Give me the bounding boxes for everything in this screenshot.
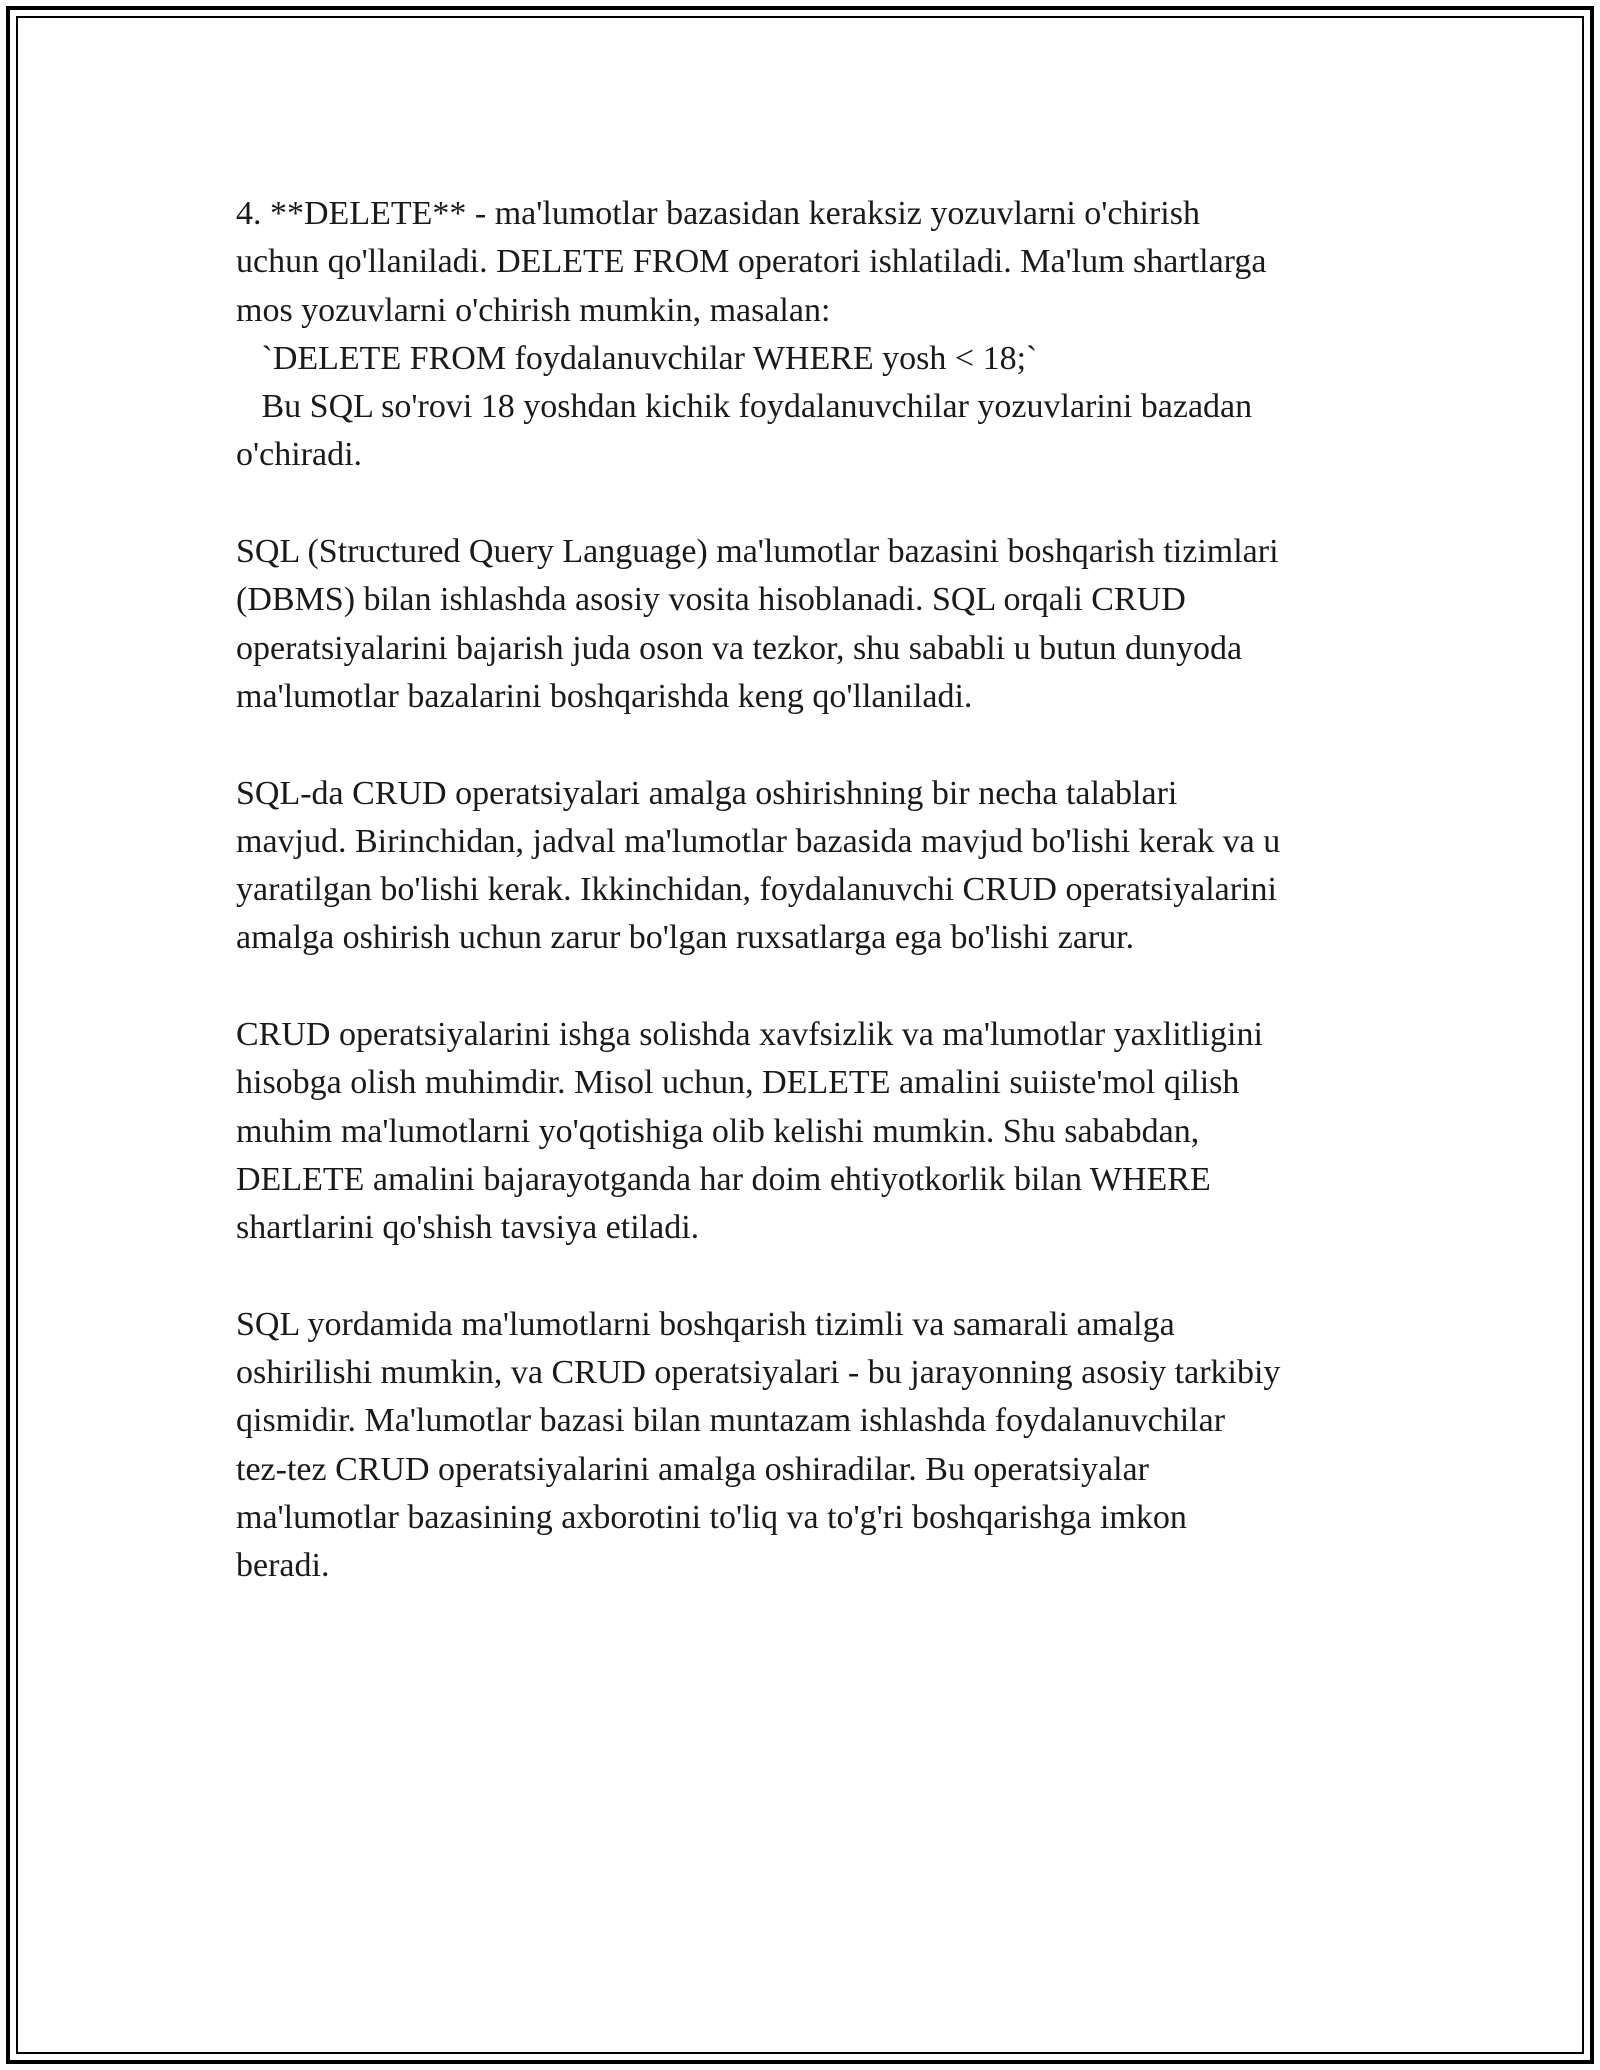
text-line: uchun qo'llaniladi. DELETE FROM operatori ishlatiladi. Ma'lum shartlarga: [236, 243, 1267, 281]
text-line: SQL-da CRUD operatsiyalari amalga oshirishning bir necha talablari: [236, 774, 1178, 812]
text-line: 4. **DELETE** - ma'lumotlar bazasidan keraksiz yozuvlarni o'chirish: [236, 195, 1200, 232]
text-line: tez-tez CRUD operatsiyalarini amalga oshiradilar. Bu operatsiyalar: [236, 1450, 1149, 1488]
text-line: (DBMS) bilan ishlashda asosiy vosita hisoblanadi. SQL orqali CRUD: [236, 581, 1186, 619]
text-line: SQL yordamida ma'lumotlarni boshqarish tizimli va samarali amalga: [236, 1305, 1175, 1343]
paragraph-crud-security: [236, 1011, 1396, 1252]
text-line: mavjud. Birinchidan, jadval ma'lumotlar bazasida mavjud bo'lishi kerak va u: [236, 822, 1281, 860]
text-line: oshirilishi mumkin, va CRUD operatsiyalari - bu jarayonning asosiy tarkibiy: [236, 1354, 1281, 1392]
code-example-line: `DELETE FROM foydalanuvchilar WHERE yosh < 18;`: [236, 339, 1038, 377]
text-line: SQL (Structured Query Language) ma'lumotlar bazasini boshqarish tizimlari: [236, 533, 1279, 571]
paragraph-sql-overview: [236, 528, 1396, 721]
text-line: muhim ma'lumotlarni yo'qotishiga olib kelishi mumkin. Shu sababdan,: [236, 1112, 1200, 1150]
text-line: hisobga olish muhimdir. Misol uchun, DELETE amalini suiiste'mol qilish: [236, 1064, 1240, 1102]
paragraph-sql-conclusion: [236, 1301, 1396, 1591]
text-line: ma'lumotlar bazalarini boshqarishda keng qo'llaniladi.: [236, 677, 973, 715]
paragraph-delete-operation: [236, 190, 1396, 480]
text-line: CRUD operatsiyalarini ishga solishda xavfsizlik va ma'lumotlar yaxlitligini: [236, 1016, 1263, 1054]
text-line: DELETE amalini bajarayotganda har doim ehtiyotkorlik bilan WHERE: [236, 1160, 1211, 1198]
document-body: [236, 190, 1396, 1639]
text-line: amalga oshirish uchun zarur bo'lgan ruxsatlarga ega bo'lishi zarur.: [236, 919, 1135, 957]
text-line: beradi.: [236, 1547, 330, 1585]
text-line: yaratilgan bo'lishi kerak. Ikkinchidan, foydalanuvchi CRUD operatsiyalarini: [236, 871, 1277, 909]
text-line: ma'lumotlar bazasining axborotini to'liq va to'g'ri boshqarishga imkon: [236, 1499, 1187, 1537]
paragraph-crud-requirements: [236, 770, 1396, 963]
text-line: mos yozuvlarni o'chirish mumkin, masalan:: [236, 291, 831, 329]
text-line: qismidir. Ma'lumotlar bazasi bilan muntazam ishlashda foydalanuvchilar: [236, 1402, 1226, 1440]
text-line: o'chiradi.: [236, 436, 363, 474]
text-line: shartlarini qo'shish tavsiya etiladi.: [236, 1209, 700, 1247]
text-line: Bu SQL so'rovi 18 yoshdan kichik foydalanuvchilar yozuvlarini bazadan: [236, 388, 1253, 426]
text-line: operatsiyalarini bajarish juda oson va tezkor, shu sababli u butun dunyoda: [236, 629, 1243, 667]
